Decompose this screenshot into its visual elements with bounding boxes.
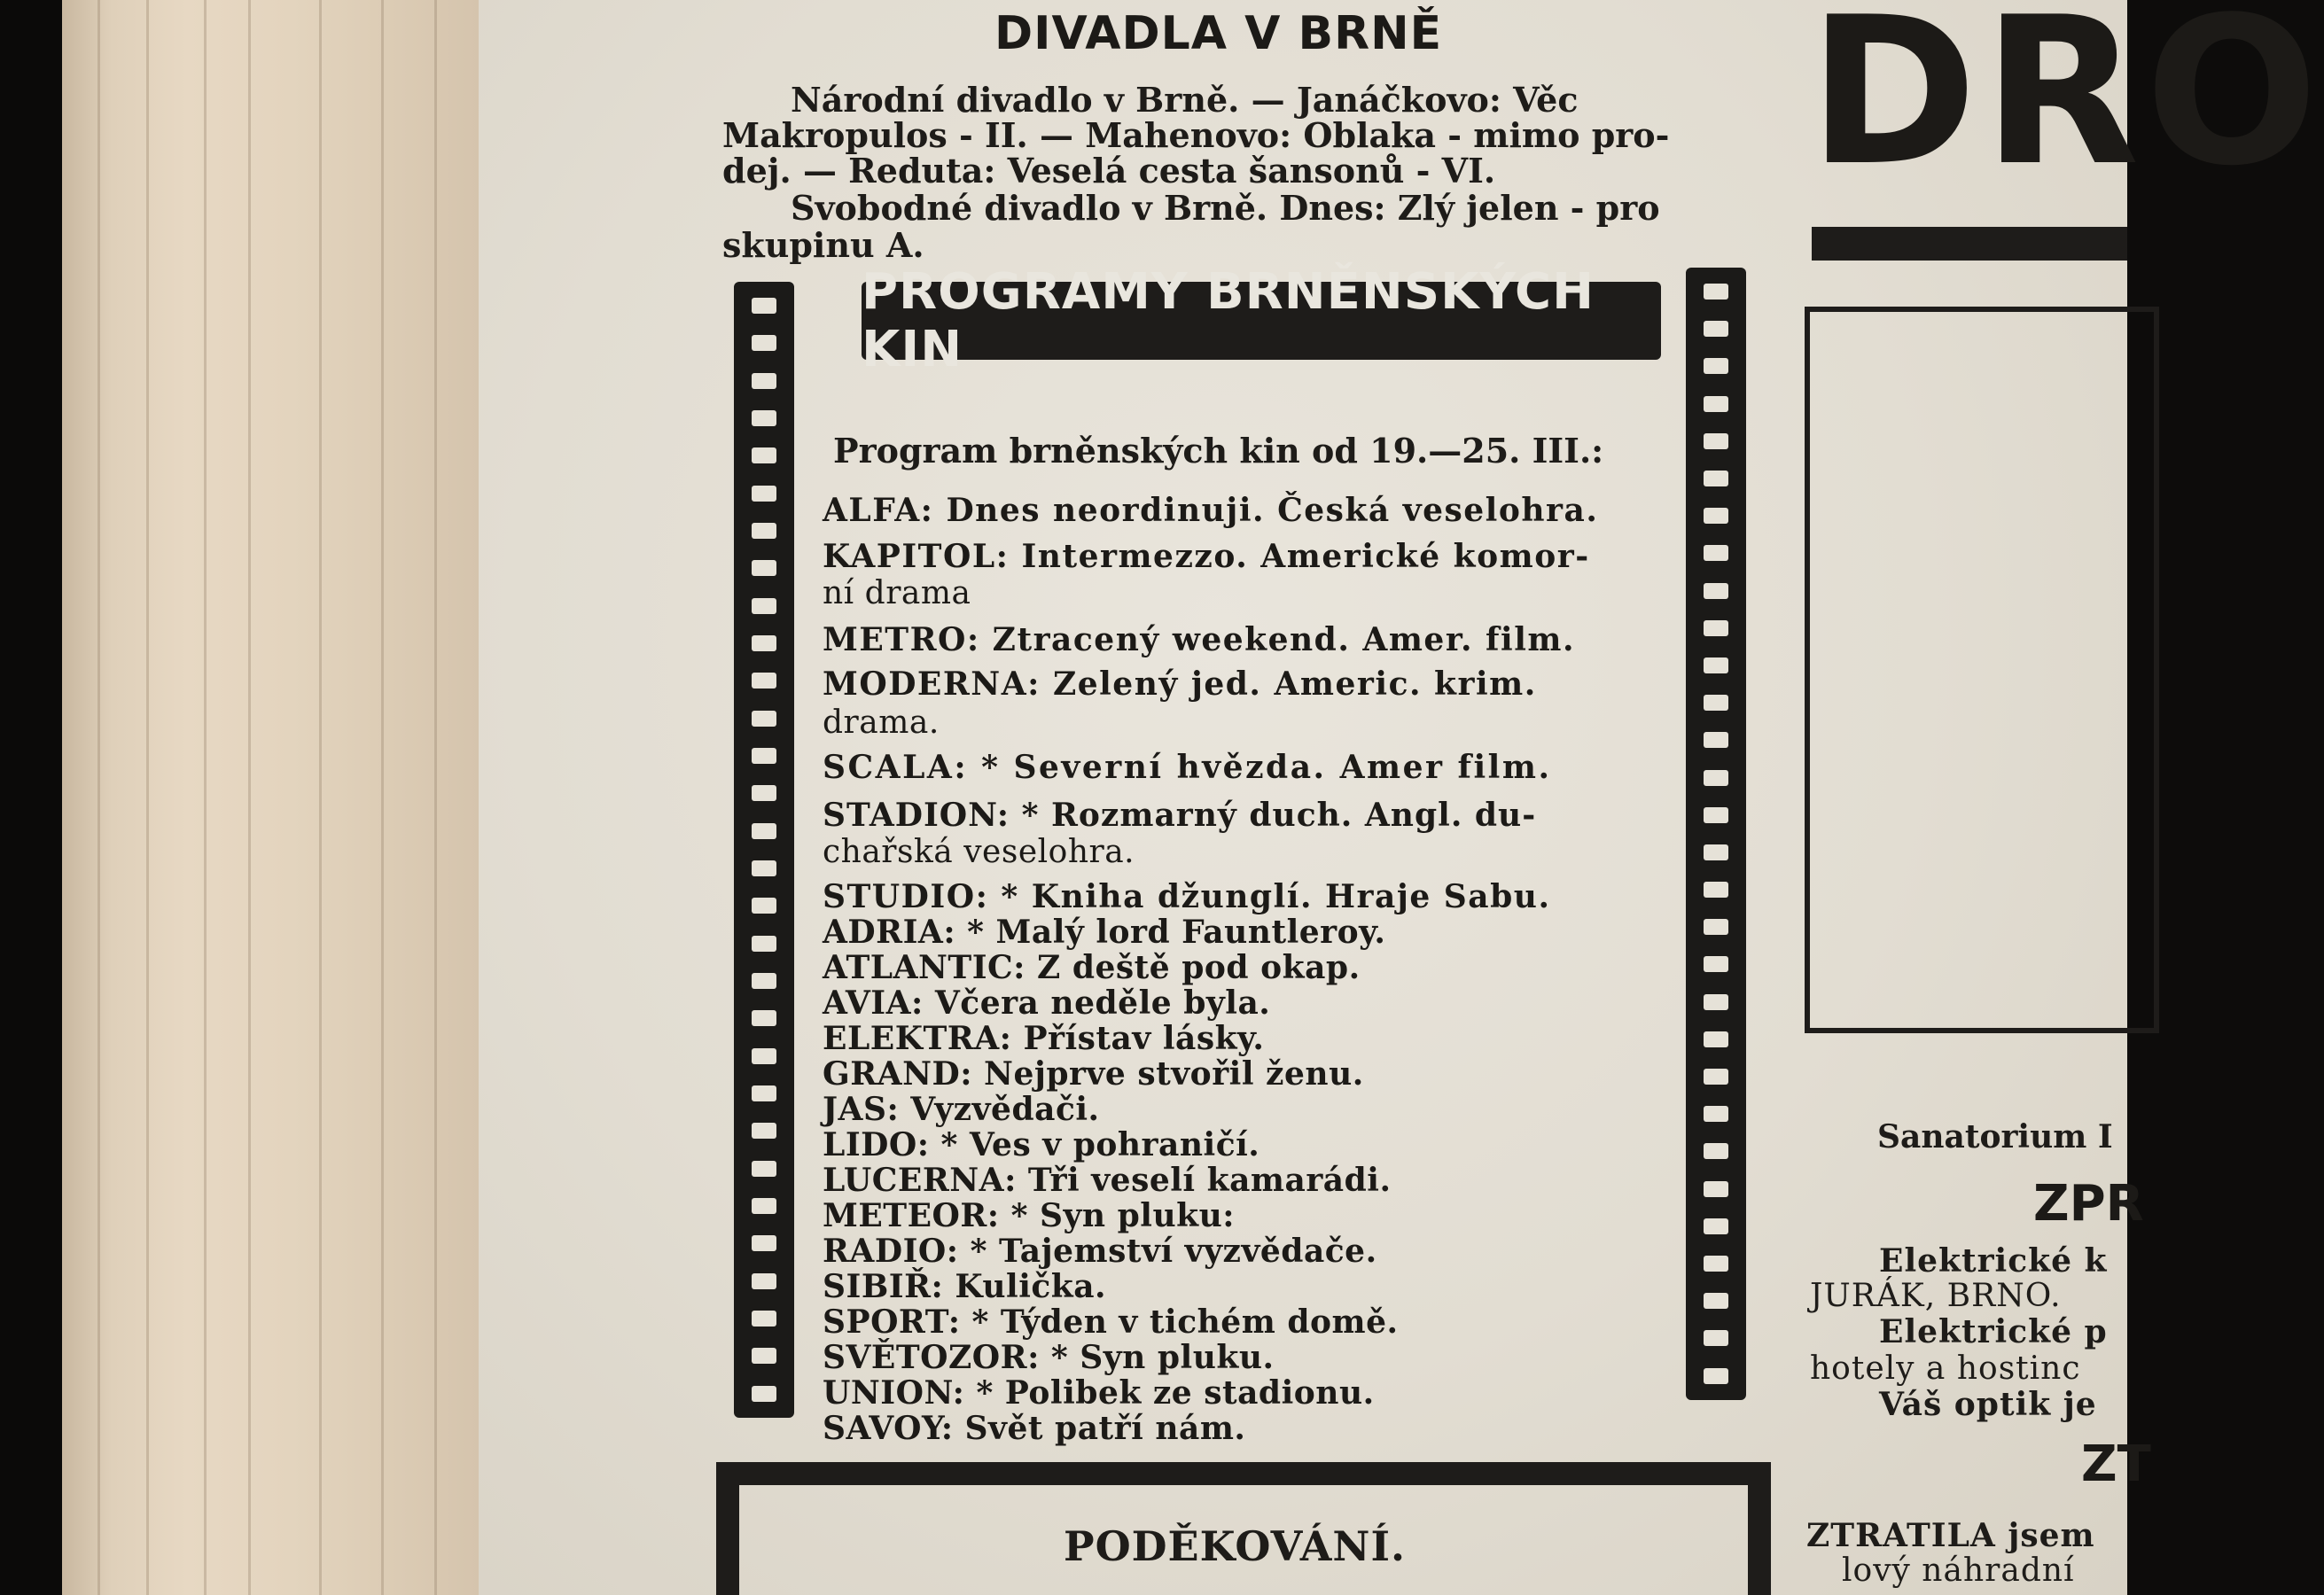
cinema-entry: UNION: * Polibek ze stadionu. xyxy=(823,1374,1375,1412)
film-perforation xyxy=(1704,583,1728,599)
film-perforation xyxy=(1704,1143,1728,1159)
film-perforation xyxy=(752,748,776,764)
thanks-top-rule xyxy=(716,1462,1771,1485)
theatres-line-4: Svobodné divadlo v Brně. Dnes: Zlý jelen - pro xyxy=(791,188,1660,228)
film-perforation xyxy=(752,447,776,463)
cinema-entry: GRAND: Nejprve stvořil ženu. xyxy=(823,1055,1364,1093)
right-line-2: ZPR xyxy=(2033,1175,2144,1233)
film-strip-left xyxy=(734,282,794,1418)
film-perforation xyxy=(1704,919,1728,935)
film-perforation xyxy=(1704,396,1728,412)
film-perforation xyxy=(752,373,776,389)
thanks-right-rule xyxy=(1748,1462,1771,1595)
film-perforation xyxy=(752,1235,776,1251)
film-perforation xyxy=(1704,1106,1728,1122)
cinema-entry: chařská veselohra. xyxy=(823,834,1135,870)
cinema-entry: ATLANTIC: Z deště pod okap. xyxy=(823,949,1361,986)
masthead: DRO xyxy=(1808,0,2324,211)
film-perforation xyxy=(752,635,776,651)
theatres-line-3: dej. — Reduta: Veselá cesta šansonů - VI. xyxy=(722,151,1496,191)
film-perforation xyxy=(752,598,776,614)
film-perforation xyxy=(1704,1368,1728,1384)
film-perforation xyxy=(752,673,776,689)
film-perforation xyxy=(752,936,776,952)
film-perforation xyxy=(752,711,776,727)
film-perforation xyxy=(752,1085,776,1101)
film-perforation xyxy=(1704,508,1728,524)
film-perforation xyxy=(1704,1069,1728,1085)
right-line-1: Sanatorium I xyxy=(1877,1118,2113,1155)
cinema-banner-text: PROGRAMY BRNĚNSKÝCH KIN xyxy=(862,263,1595,378)
cinema-entry: ní drama xyxy=(823,575,971,611)
film-perforation xyxy=(1704,1293,1728,1309)
page-stack xyxy=(62,0,479,1595)
right-line-6: hotely a hostinc xyxy=(1810,1350,2081,1387)
film-perforation xyxy=(752,335,776,351)
film-perforation xyxy=(752,973,776,989)
film-perforation xyxy=(752,1048,776,1064)
film-perforation xyxy=(1704,1330,1728,1346)
film-perforation xyxy=(1704,956,1728,972)
cinema-banner xyxy=(862,263,1661,378)
cinema-entry: SPORT: * Týden v tichém domě. xyxy=(823,1303,1399,1341)
film-perforation xyxy=(752,1198,776,1214)
film-perforation xyxy=(1704,358,1728,374)
film-perforation xyxy=(752,1273,776,1289)
cinema-entry: SIBIŘ: Kulička. xyxy=(823,1268,1107,1305)
film-perforation xyxy=(1704,433,1728,449)
film-perforation xyxy=(1704,471,1728,486)
film-perforation xyxy=(752,560,776,576)
right-line-4: JURÁK, BRNO. xyxy=(1810,1278,2062,1314)
cinema-entry: ADRIA: * Malý lord Fauntleroy. xyxy=(823,914,1386,951)
film-perforation xyxy=(752,486,776,502)
film-perforation xyxy=(1704,770,1728,786)
film-perforation xyxy=(1704,882,1728,898)
right-line-3: Elektrické k xyxy=(1879,1242,2108,1280)
cinema-entry: STUDIO: * Kniha džunglí. Hraje Sabu. xyxy=(823,878,1551,915)
theatres-line-1: Národní divadlo v Brně. — Janáčkovo: Věc xyxy=(791,80,1579,120)
film-perforation xyxy=(1704,545,1728,561)
cinema-entry: ELEKTRA: Přístav lásky. xyxy=(823,1020,1265,1057)
cinema-entry: LIDO: * Ves v pohraničí. xyxy=(823,1126,1260,1163)
book-spine xyxy=(0,0,62,1595)
film-perforation xyxy=(1704,1256,1728,1272)
cinema-entry: SAVOY: Svět patří nám. xyxy=(823,1410,1246,1447)
film-perforation xyxy=(1704,994,1728,1010)
right-line-7: Váš optik je xyxy=(1879,1386,2097,1423)
thanks-left-rule xyxy=(716,1462,739,1595)
masthead-rule xyxy=(1812,227,2127,261)
film-perforation xyxy=(752,410,776,426)
film-perforation xyxy=(752,898,776,914)
film-perforation xyxy=(752,1311,776,1327)
cinema-entry: KAPITOL: Intermezzo. Americké komor- xyxy=(823,538,1590,575)
cinema-entry: METEOR: * Syn pluku: xyxy=(823,1197,1236,1234)
film-perforation xyxy=(1704,844,1728,860)
film-perforation xyxy=(752,523,776,539)
film-perforation xyxy=(752,823,776,839)
film-perforation xyxy=(752,1348,776,1364)
cinema-entry: ALFA: Dnes neordinuji. Česká veselohra. xyxy=(823,492,1599,529)
cinema-entry: LUCERNA: Tři veselí kamarádi. xyxy=(823,1162,1392,1199)
right-line-5: Elektrické p xyxy=(1879,1313,2108,1350)
cinema-entry: SVĚTOZOR: * Syn pluku. xyxy=(823,1339,1275,1376)
film-perforation xyxy=(752,785,776,801)
film-perforation xyxy=(752,1010,776,1026)
film-perforation xyxy=(1704,732,1728,748)
film-perforation xyxy=(1704,1031,1728,1047)
theatres-line-5: skupinu A. xyxy=(722,225,924,265)
film-perforation xyxy=(1704,657,1728,673)
right-line-10: lový náhradní xyxy=(1842,1552,2075,1589)
film-perforation xyxy=(752,298,776,314)
film-perforation xyxy=(1704,807,1728,823)
film-perforation xyxy=(1704,1218,1728,1234)
cinema-entry: drama. xyxy=(823,704,940,741)
cinema-entry: MODERNA: Zelený jed. Americ. krim. xyxy=(823,665,1537,703)
film-perforation xyxy=(752,860,776,876)
cinema-entry: JAS: Vyzvědači. xyxy=(823,1091,1100,1128)
cinema-entry: RADIO: * Tajemství vyzvědače. xyxy=(823,1233,1377,1270)
film-perforation xyxy=(752,1386,776,1402)
cinema-entry: STADION: * Rozmarný duch. Angl. du- xyxy=(823,797,1537,834)
film-strip-right xyxy=(1686,268,1746,1400)
cinema-entry: SCALA: * Severní hvězda. Amer film. xyxy=(823,749,1552,786)
film-perforation xyxy=(1704,1181,1728,1197)
thanks-heading: PODĚKOVÁNÍ. xyxy=(1064,1522,1407,1570)
right-line-9: ZTRATILA jsem xyxy=(1806,1517,2095,1554)
film-perforation xyxy=(1704,695,1728,711)
cinema-entry: METRO: Ztracený weekend. Amer. film. xyxy=(823,621,1576,658)
film-perforation xyxy=(1704,321,1728,337)
theatres-heading: DIVADLA V BRNĚ xyxy=(994,7,1443,60)
film-perforation xyxy=(1704,284,1728,300)
right-ad-box xyxy=(1805,307,2159,1033)
film-perforation xyxy=(1704,620,1728,636)
theatres-line-2: Makropulos - II. — Mahenovo: Oblaka - mimo pro- xyxy=(722,115,1670,155)
right-line-8: ZT xyxy=(2081,1436,2151,1493)
cinema-intro: Program brněnských kin od 19.—25. III.: xyxy=(833,431,1604,471)
film-perforation xyxy=(752,1123,776,1139)
cinema-entry: AVIA: Včera neděle byla. xyxy=(823,984,1271,1022)
film-perforation xyxy=(752,1161,776,1177)
